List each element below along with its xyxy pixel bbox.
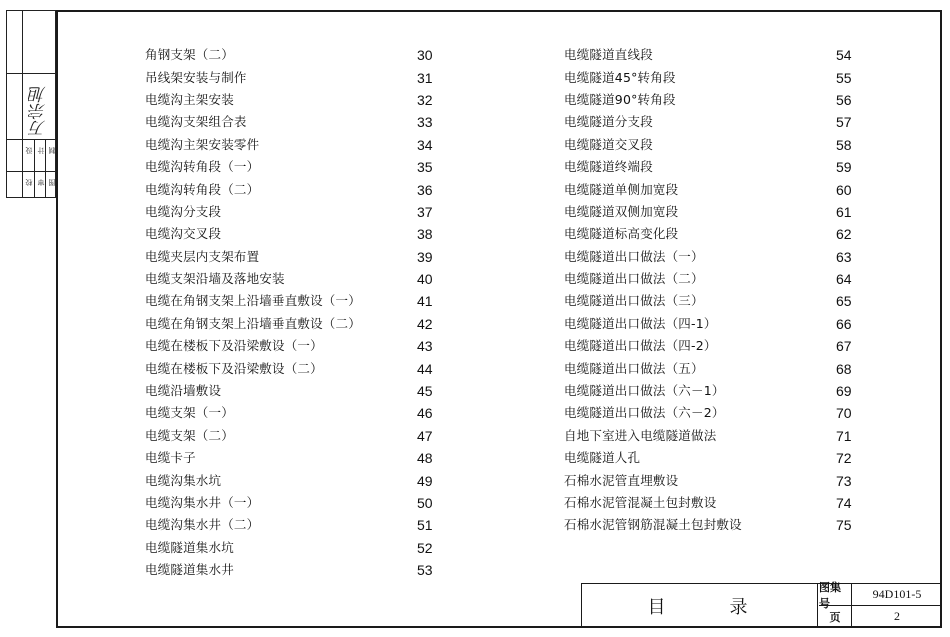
toc-entry-page: 59 xyxy=(836,159,852,176)
toc-entry xyxy=(564,89,860,111)
strip-label: 计 xyxy=(37,147,45,154)
toc-entry xyxy=(145,44,445,66)
atlas-number-value: 94D101-5 xyxy=(872,587,922,601)
toc-entry xyxy=(564,425,860,447)
toc-entry-title: 电缆隧道出口做法（五） xyxy=(564,360,704,376)
toc-entry-page: 36 xyxy=(417,181,433,198)
strip-divider xyxy=(7,73,55,74)
toc-entry-title: 电缆沟分支段 xyxy=(145,203,222,219)
toc-entry-title: 电缆隧道分支段 xyxy=(564,114,653,130)
toc-entry-title: 电缆沟支架组合表 xyxy=(145,114,247,130)
toc-entry xyxy=(145,313,445,335)
toc-entry-page: 54 xyxy=(836,47,852,64)
toc-entry xyxy=(145,246,445,268)
toc-entry xyxy=(564,313,860,335)
toc-entry-title: 电缆沟主架安装 xyxy=(145,91,234,107)
toc-entry-page: 73 xyxy=(836,472,852,489)
toc-entry-title: 石棉水泥管混凝土包封敷设 xyxy=(564,495,717,510)
toc-entry-page: 42 xyxy=(417,315,433,332)
toc-entry xyxy=(145,178,445,200)
toc-entry-page: 68 xyxy=(836,360,852,377)
toc-entry-page: 34 xyxy=(417,136,433,153)
toc-entry xyxy=(145,492,445,514)
toc-entry-title: 电缆沟集水井（二） xyxy=(145,517,260,533)
toc-entry xyxy=(564,246,860,268)
toc-entry-page: 75 xyxy=(836,517,852,534)
strip-label: 审 xyxy=(37,179,45,186)
toc-entry-title: 石棉水泥管钢筋混凝土包封敷设 xyxy=(564,517,742,533)
strip-label: 设 xyxy=(25,147,33,154)
toc-entry xyxy=(564,44,860,66)
toc-entry-page: 52 xyxy=(417,539,433,556)
toc-entry xyxy=(564,178,860,200)
strip-divider xyxy=(34,139,35,197)
toc-entry xyxy=(564,402,860,424)
toc-entry xyxy=(564,66,860,88)
toc-entry-title: 电缆沟转角段（二） xyxy=(145,181,260,197)
toc-entry xyxy=(145,357,445,379)
toc-entry-title: 石棉水泥管直埋敷设 xyxy=(564,472,679,488)
toc-entry xyxy=(145,66,445,88)
toc-entry-page: 30 xyxy=(417,47,433,64)
atlas-number-label: 图集号 xyxy=(819,584,852,605)
toc-entry xyxy=(145,268,445,290)
toc-entry-title: 电缆沟主架安装零件 xyxy=(145,136,260,152)
toc-entry xyxy=(564,268,860,290)
toc-entry-page: 74 xyxy=(836,495,852,511)
toc-entry-page: 53 xyxy=(417,562,433,579)
toc-entry xyxy=(564,514,860,536)
strip-divider xyxy=(7,171,55,172)
toc-entry-title: 电缆沟交叉段 xyxy=(145,226,222,242)
toc-entry xyxy=(564,156,860,178)
toc-entry-page: 71 xyxy=(836,427,852,444)
toc-entry-title: 电缆夹层内支架布置 xyxy=(145,248,260,264)
toc-entry-page: 35 xyxy=(417,159,433,176)
toc-entry-title: 电缆隧道直线段 xyxy=(564,47,653,63)
toc-entry xyxy=(145,469,445,491)
toc-entry xyxy=(564,469,860,491)
toc-entry xyxy=(145,335,445,357)
toc-entry-page: 49 xyxy=(417,472,433,489)
toc-entry-page: 50 xyxy=(417,495,433,511)
toc-entry-title: 电缆隧道出口做法（二） xyxy=(564,271,704,287)
title-block xyxy=(581,580,942,628)
toc-entry-page: 39 xyxy=(417,248,433,265)
page-title: 目录 xyxy=(582,584,818,627)
signature: 万宗旭 xyxy=(29,86,50,138)
toc-entry-title: 电缆隧道出口做法（六－2） xyxy=(564,405,725,421)
toc-entry-title: 电缆支架沿墙及落地安装 xyxy=(145,271,285,287)
page-number-label: 页 xyxy=(819,606,852,627)
toc-entry-page: 31 xyxy=(417,69,433,86)
toc-entry-page: 45 xyxy=(417,383,433,400)
toc-entry-title: 吊线架安装与制作 xyxy=(145,69,247,85)
toc-entry-title: 电缆沟集水坑 xyxy=(145,472,222,488)
toc-entry xyxy=(145,223,445,245)
binding-strip xyxy=(6,10,56,198)
toc-left-column xyxy=(145,44,445,581)
toc-entry-title: 电缆在角钢支架上沿墙垂直敷设（二） xyxy=(145,315,361,331)
toc-entry xyxy=(145,447,445,469)
toc-entry xyxy=(145,514,445,536)
page-number-value: 2 xyxy=(894,609,900,623)
toc-entry-page: 72 xyxy=(836,450,852,467)
toc-entry-title: 电缆隧道人孔 xyxy=(564,450,641,466)
toc-entry-title: 电缆隧道出口做法（四-2） xyxy=(564,338,717,354)
toc-entry-title: 自地下室进入电缆隧道做法 xyxy=(564,427,717,443)
toc-entry-page: 56 xyxy=(836,91,852,108)
toc-entry-page: 46 xyxy=(417,405,433,422)
toc-entry-title: 电缆隧道交叉段 xyxy=(564,136,653,152)
toc-entry xyxy=(145,425,445,447)
toc-entry xyxy=(145,201,445,223)
toc-entry xyxy=(145,156,445,178)
toc-entry xyxy=(145,290,445,312)
toc-entry-title: 电缆隧道标高变化段 xyxy=(564,226,679,242)
toc-entry-page: 40 xyxy=(417,271,433,288)
toc-entry-title: 电缆支架（一） xyxy=(145,405,234,421)
toc-entry-page: 66 xyxy=(836,315,852,332)
toc-entry-title: 电缆隧道90°转角段 xyxy=(564,91,676,107)
toc-entry-page: 65 xyxy=(836,293,852,310)
toc-entry xyxy=(145,380,445,402)
toc-entry-page: 57 xyxy=(836,114,852,131)
toc-entry-page: 44 xyxy=(417,360,433,377)
toc-entry-page: 55 xyxy=(836,69,852,86)
toc-entry-page: 69 xyxy=(836,383,852,400)
toc-entry xyxy=(145,111,445,133)
toc-entry-title: 电缆隧道双侧加宽段 xyxy=(564,203,679,219)
toc-entry xyxy=(564,335,860,357)
toc-entry xyxy=(564,223,860,245)
toc-entry-page: 51 xyxy=(417,517,433,534)
strip-label: 校 xyxy=(25,179,33,186)
toc-entry xyxy=(564,380,860,402)
toc-entry-page: 67 xyxy=(836,338,852,355)
toc-entry xyxy=(145,559,445,581)
toc-entry-title: 电缆沿墙敷设 xyxy=(145,383,222,399)
toc-right-column xyxy=(564,44,860,537)
toc-entry-page: 32 xyxy=(417,91,433,108)
toc-entry-page: 38 xyxy=(417,226,433,243)
toc-entry-title: 电缆在角钢支架上沿墙垂直敷设（一） xyxy=(145,293,361,309)
toc-entry-page: 70 xyxy=(836,405,852,422)
toc-entry-title: 电缆支架（二） xyxy=(145,427,234,443)
toc-entry-title: 电缆隧道集水井 xyxy=(145,562,234,578)
toc-entry xyxy=(564,134,860,156)
toc-entry-title: 角钢支架（二） xyxy=(145,47,234,63)
toc-entry-title: 电缆在楼板下及沿梁敷设（一） xyxy=(145,338,323,354)
toc-entry-title: 电缆隧道终端段 xyxy=(564,159,653,175)
toc-entry-title: 电缆隧道出口做法（一） xyxy=(564,248,704,264)
toc-entry-page: 37 xyxy=(417,203,433,220)
toc-entry-title: 电缆卡子 xyxy=(145,450,196,466)
toc-entry-page: 43 xyxy=(417,338,433,355)
toc-entry-title: 电缆隧道集水坑 xyxy=(145,539,234,555)
strip-label: 图 xyxy=(48,179,56,186)
toc-entry-page: 41 xyxy=(417,293,433,310)
toc-entry-page: 62 xyxy=(836,226,852,243)
toc-entry-title: 电缆隧道45°转角段 xyxy=(564,69,676,85)
toc-entry-page: 64 xyxy=(836,271,852,288)
toc-entry xyxy=(564,290,860,312)
toc-entry xyxy=(145,537,445,559)
toc-entry-title: 电缆隧道出口做法（六－1） xyxy=(564,383,725,399)
toc-entry-page: 33 xyxy=(417,114,433,131)
toc-entry-title: 电缆隧道单侧加宽段 xyxy=(564,181,679,197)
toc-entry-page: 60 xyxy=(836,181,852,198)
toc-entry xyxy=(145,402,445,424)
toc-entry-page: 47 xyxy=(417,427,433,444)
toc-entry-title: 电缆沟集水井（一） xyxy=(145,495,260,510)
toc-entry-title: 电缆隧道出口做法（四-1） xyxy=(564,315,717,331)
toc-entry-page: 63 xyxy=(836,248,852,265)
toc-entry-title: 电缆沟转角段（一） xyxy=(145,159,260,175)
toc-entry xyxy=(564,201,860,223)
toc-entry xyxy=(145,89,445,111)
toc-entry xyxy=(564,111,860,133)
toc-entry-page: 48 xyxy=(417,450,433,467)
toc-entry-page: 58 xyxy=(836,136,852,153)
toc-entry-title: 电缆在楼板下及沿梁敷设（二） xyxy=(145,360,323,376)
toc-entry-page: 61 xyxy=(836,203,852,220)
strip-label: 制 xyxy=(48,147,56,154)
toc-entry-title: 电缆隧道出口做法（三） xyxy=(564,293,704,309)
toc-entry xyxy=(564,447,860,469)
toc-entry xyxy=(564,357,860,379)
toc-entry xyxy=(145,134,445,156)
toc-entry xyxy=(564,492,860,514)
